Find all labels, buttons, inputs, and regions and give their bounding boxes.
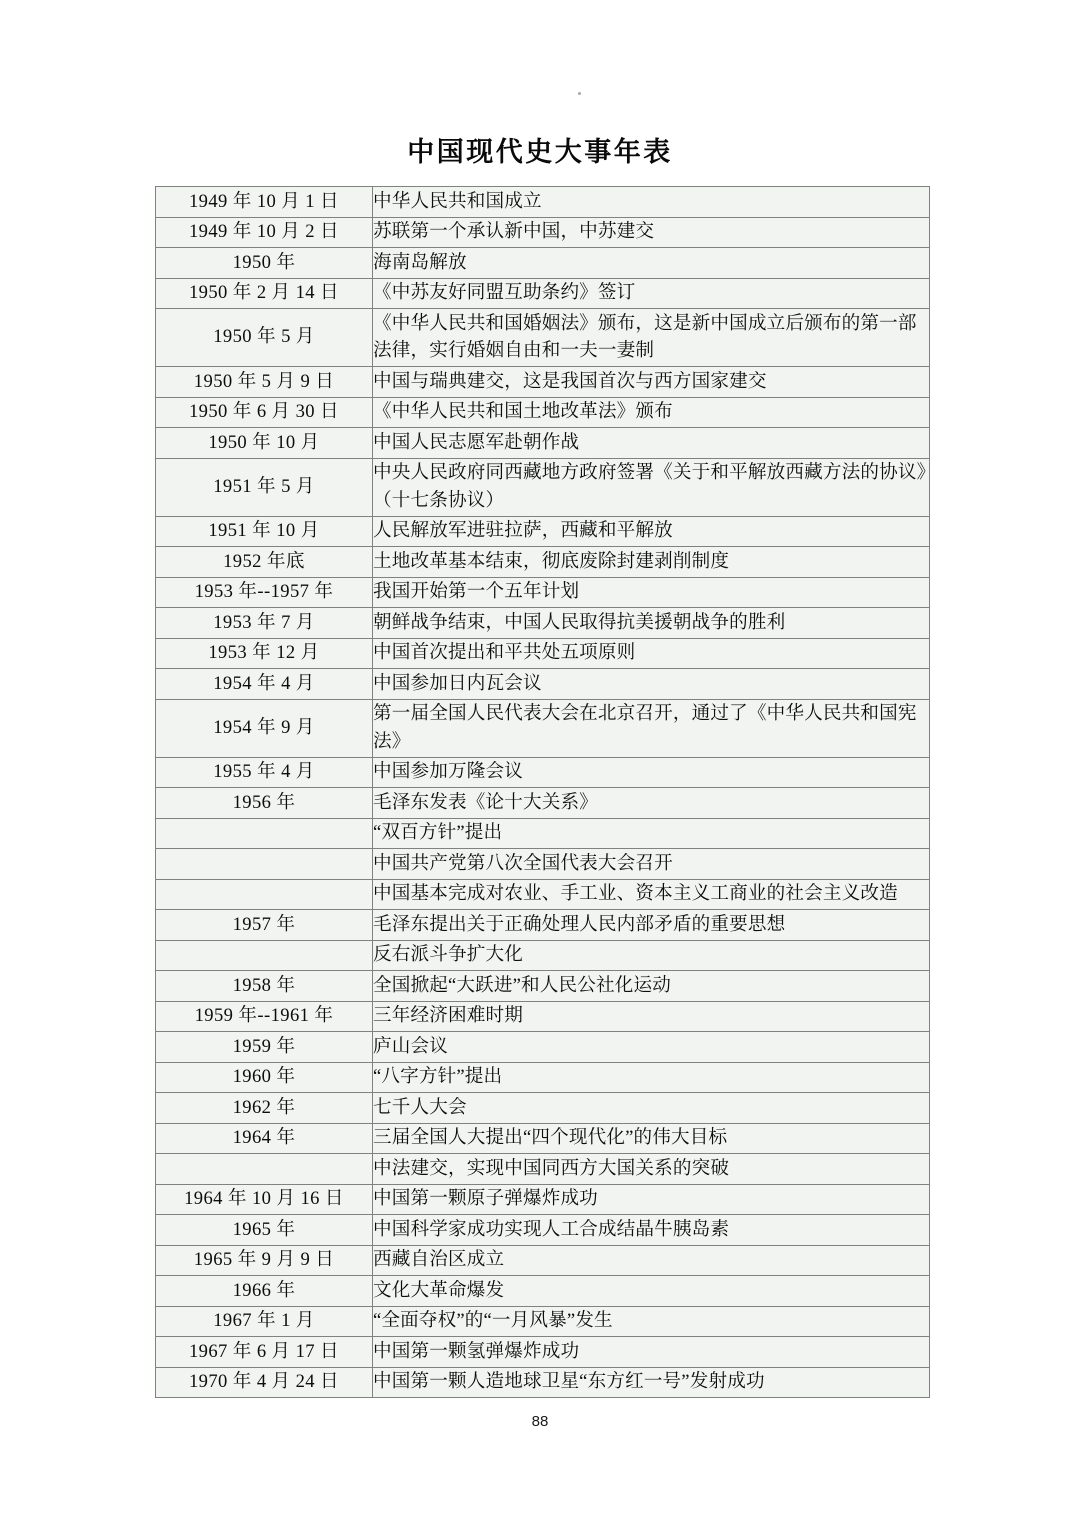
cell-date — [156, 879, 373, 910]
table-row — [156, 1093, 930, 1124]
table-row — [156, 608, 930, 639]
table-row — [156, 1215, 930, 1246]
table-row — [156, 1276, 930, 1307]
cell-event: 中国基本完成对农业、手工业、资本主义工商业的社会主义改造 — [373, 879, 930, 910]
table-row — [156, 940, 930, 971]
table-row — [156, 879, 930, 910]
cell-date: 1964 年 10 月 16 日 — [156, 1184, 373, 1215]
cell-event: 中国参加日内瓦会议 — [373, 669, 930, 700]
cell-event: 中国第一颗原子弹爆炸成功 — [373, 1184, 930, 1215]
table-row — [156, 1062, 930, 1093]
cell-date: 1954 年 4 月 — [156, 669, 373, 700]
cell-event: 中国首次提出和平共处五项原则 — [373, 638, 930, 669]
table-row — [156, 278, 930, 309]
cell-event: 中国人民志愿军赴朝作战 — [373, 428, 930, 459]
cell-date: 1956 年 — [156, 788, 373, 819]
cell-event: 西藏自治区成立 — [373, 1245, 930, 1276]
table-row — [156, 1367, 930, 1398]
table-row — [156, 428, 930, 459]
table-row — [156, 248, 930, 279]
cell-event: 《中华人民共和国土地改革法》颁布 — [373, 397, 930, 428]
cell-event: 毛泽东发表《论十大关系》 — [373, 788, 930, 819]
cell-date — [156, 818, 373, 849]
cell-date: 1965 年 — [156, 1215, 373, 1246]
cell-date: 1958 年 — [156, 971, 373, 1002]
table-row — [156, 1123, 930, 1154]
cell-event: 三届全国人大提出“四个现代化”的伟大目标 — [373, 1123, 930, 1154]
table-row — [156, 638, 930, 669]
cell-date: 1949 年 10 月 2 日 — [156, 217, 373, 248]
cell-date: 1953 年--1957 年 — [156, 577, 373, 608]
table-row — [156, 516, 930, 547]
cell-event: “全面夺权”的“一月风暴”发生 — [373, 1306, 930, 1337]
cell-date: 1953 年 12 月 — [156, 638, 373, 669]
table-row — [156, 187, 930, 218]
table-row — [156, 788, 930, 819]
cell-date: 1950 年 2 月 14 日 — [156, 278, 373, 309]
cell-event: 中国第一颗氢弹爆炸成功 — [373, 1337, 930, 1368]
cell-event: 中国第一颗人造地球卫星“东方红一号”发射成功 — [373, 1367, 930, 1398]
cell-date: 1964 年 — [156, 1123, 373, 1154]
cell-event: 海南岛解放 — [373, 248, 930, 279]
events-table-body — [156, 187, 930, 1398]
cell-event: 中国共产党第八次全国代表大会召开 — [373, 849, 930, 880]
cell-date: 1967 年 6 月 17 日 — [156, 1337, 373, 1368]
cell-event: 第一届全国人民代表大会在北京召开，通过了《中华人民共和国宪法》 — [373, 699, 930, 757]
cell-event: 我国开始第一个五年计划 — [373, 577, 930, 608]
table-row — [156, 699, 930, 757]
table-row — [156, 397, 930, 428]
cell-date: 1965 年 9 月 9 日 — [156, 1245, 373, 1276]
cell-event: 全国掀起“大跃进”和人民公社化运动 — [373, 971, 930, 1002]
table-row — [156, 1184, 930, 1215]
cell-event: 毛泽东提出关于正确处理人民内部矛盾的重要思想 — [373, 910, 930, 941]
table-row — [156, 1001, 930, 1032]
table-row — [156, 971, 930, 1002]
cell-event: 中国与瑞典建交，这是我国首次与西方国家建交 — [373, 367, 930, 398]
cell-date: 1967 年 1 月 — [156, 1306, 373, 1337]
cell-date: 1950 年 5 月 9 日 — [156, 367, 373, 398]
events-table-container — [155, 186, 929, 1398]
cell-date: 1950 年 6 月 30 日 — [156, 397, 373, 428]
cell-date: 1953 年 7 月 — [156, 608, 373, 639]
cell-date: 1959 年--1961 年 — [156, 1001, 373, 1032]
table-row — [156, 309, 930, 367]
cell-event: “双百方针”提出 — [373, 818, 930, 849]
table-row — [156, 577, 930, 608]
page-number: 88 — [531, 1413, 549, 1430]
cell-date: 1951 年 5 月 — [156, 458, 373, 516]
table-row — [156, 1306, 930, 1337]
cell-date: 1949 年 10 月 1 日 — [156, 187, 373, 218]
cell-event: 中法建交，实现中国同西方大国关系的突破 — [373, 1154, 930, 1185]
cell-event: 中华人民共和国成立 — [373, 187, 930, 218]
cell-event: 中国科学家成功实现人工合成结晶牛胰岛素 — [373, 1215, 930, 1246]
cell-date — [156, 940, 373, 971]
table-row — [156, 458, 930, 516]
cell-event: 《中华人民共和国婚姻法》颁布，这是新中国成立后颁布的第一部法律，实行婚姻自由和一夫一妻制 — [373, 309, 930, 367]
cell-date: 1950 年 10 月 — [156, 428, 373, 459]
cell-event: 人民解放军进驻拉萨，西藏和平解放 — [373, 516, 930, 547]
table-row — [156, 1245, 930, 1276]
cell-date: 1966 年 — [156, 1276, 373, 1307]
cell-date: 1970 年 4 月 24 日 — [156, 1367, 373, 1398]
cell-event: 七千人大会 — [373, 1093, 930, 1124]
cell-event: 朝鲜战争结束，中国人民取得抗美援朝战争的胜利 — [373, 608, 930, 639]
page-title: 中国现代史大事年表 — [407, 137, 673, 168]
table-row — [156, 1032, 930, 1063]
cell-date: 1960 年 — [156, 1062, 373, 1093]
cell-date: 1957 年 — [156, 910, 373, 941]
cell-event: 中央人民政府同西藏地方政府签署《关于和平解放西藏方法的协议》（十七条协议） — [373, 458, 930, 516]
cell-date: 1962 年 — [156, 1093, 373, 1124]
cell-event: 土地改革基本结束，彻底废除封建剥削制度 — [373, 547, 930, 578]
cell-event: 文化大革命爆发 — [373, 1276, 930, 1307]
scan-speck — [578, 92, 581, 95]
table-row — [156, 910, 930, 941]
table-row — [156, 669, 930, 700]
cell-event: 庐山会议 — [373, 1032, 930, 1063]
table-row — [156, 1154, 930, 1185]
table-row — [156, 367, 930, 398]
cell-event: 苏联第一个承认新中国，中苏建交 — [373, 217, 930, 248]
chronology-table — [155, 186, 930, 1398]
cell-event: 反右派斗争扩大化 — [373, 940, 930, 971]
cell-event: 三年经济困难时期 — [373, 1001, 930, 1032]
cell-event: 《中苏友好同盟互助条约》签订 — [373, 278, 930, 309]
table-row — [156, 217, 930, 248]
cell-date: 1952 年底 — [156, 547, 373, 578]
cell-date — [156, 1154, 373, 1185]
cell-event: “八字方针”提出 — [373, 1062, 930, 1093]
cell-date: 1950 年 — [156, 248, 373, 279]
table-row — [156, 1337, 930, 1368]
table-row — [156, 849, 930, 880]
table-row — [156, 757, 930, 788]
cell-date: 1959 年 — [156, 1032, 373, 1063]
cell-date: 1954 年 9 月 — [156, 699, 373, 757]
table-row — [156, 547, 930, 578]
cell-date: 1950 年 5 月 — [156, 309, 373, 367]
table-row — [156, 818, 930, 849]
cell-date — [156, 849, 373, 880]
cell-event: 中国参加万隆会议 — [373, 757, 930, 788]
cell-date: 1955 年 4 月 — [156, 757, 373, 788]
cell-date: 1951 年 10 月 — [156, 516, 373, 547]
